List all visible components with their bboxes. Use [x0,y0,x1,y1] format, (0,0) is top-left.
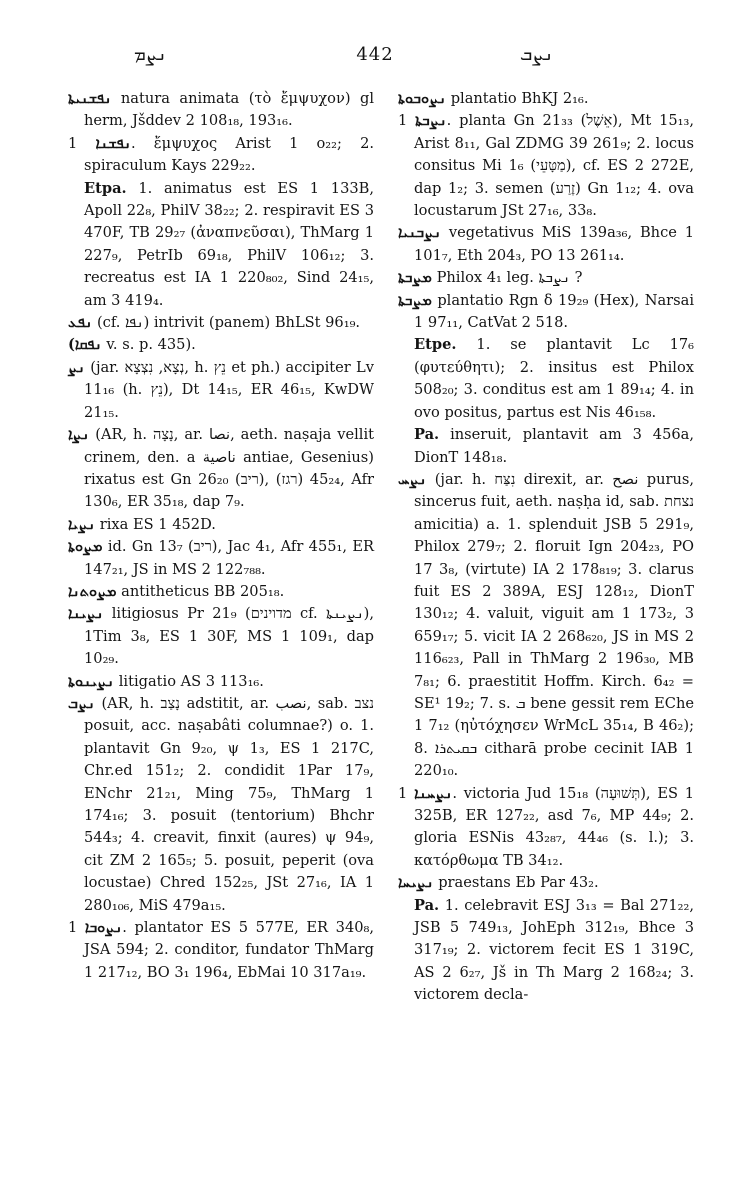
dictionary-entry [398,469,694,783]
definition-text: 1. ἔμψυχος Arist 1 o₂₂; 2. spiraculum Kays 229₂₂. [68,134,374,175]
definition-text: 1. celebravit ESJ 3₁₃ = Bal 271₂₂, JSB 5 749₁₃, JohEph 312₁₉, Bhce 3 317₁₉; 2. victorem fecit ES 1 319C, AS 2 6₂₇, Jš in Th Marg 2 168₂₄; 3. victorem decla- [414,896,694,1004]
dictionary-entry [398,872,694,894]
headword: ܡܨܘܬܐ [68,538,103,556]
dictionary-entry [68,536,374,581]
dictionary-entry [398,110,694,222]
headword: ܡܨܒܬܐ [398,269,432,287]
headword: ܢܦܥ [68,314,93,332]
headword: ܢܨܝܚܐ [398,874,434,892]
headword: ܢܨܝܢܐ [68,605,104,623]
headword: ܢܨܚ [398,470,427,488]
page-header [0,44,750,74]
definition-text: vegetativus MiS 139a₃₆, Bhce 1 101₇, Eth 204₃, PO 13 261₁₄. [414,224,695,264]
dictionary-entry [68,357,374,424]
definition-text: 1. se plantavit Lc 17₆ (φυτεύθητι); 2. insitus est Philox 508₂₀; 3. conditus est am 1 89₁₄; 4. in ovo positus, partus est Nis 46₁₅₈. [414,336,695,421]
dictionary-entry [68,88,374,133]
headword: Pa. [414,896,440,914]
definition-text: litigatio AS 3 113₁₆. [118,672,264,690]
dictionary-entry [68,603,374,670]
definition-text: inseruit, plantavit am 3 456a, DionT 148₁₈. [414,426,695,466]
definition-text: 1. plantator ES 5 577E, ER 340₈, JSA 594; 2. conditor, fundator ThMarg 1 217₁₂, BO 3₁ 196₄, EbMai 10 317a₁₉. [68,919,374,981]
definition-text: rixa ES 1 452D. [99,515,216,533]
dictionary-entry [398,222,694,267]
definition-text: natura animata (τὸ ἔμψυχον) gl herm, Jšddev 2 108₁₈, 193₁₆. [84,90,374,130]
dictionary-entry [398,88,694,110]
definition-text: antitheticus BB 205₁₈. [121,582,285,600]
headword: ܡܨܘܬܢܐ [68,582,117,600]
definition-text: (AR, h. נָצַב adstitit, ar. نصب, sab. נצב posuit, acc. naṣabâti columnae?) o. 1. plantavit Gn 9₂₀, ψ 1₃, ES 1 217C, Chr.ed 151₂; 2. condidit 1Par 17₉, ENchr 21₂₁, Ming 75₉, ThMarg 1 174₁₆; 3. posuit (tentorium) Bhchr 544₃; 4. creavit, finxit (aures) ψ 94₉, cit ZM 2 165₅; 5. posuit, peperit (ova locustae) Chred 152₂₅, JSt 27₁₆, IA 1 280₁₀₆, MiS 479a₁₅. [84,694,374,914]
running-head-right: ܢܨܒ [520,44,554,65]
definition-text: Philox 4₁ leg. ܢܨܒܬܐ ? [436,269,583,287]
headword: ܡܨܒܬܐ [398,291,432,309]
definition-text: 1. animatus est ES 1 133B, Apoll 22₈, PhilV 38₂₂; 2. respiravit ES 3 470F, TB 29₂₇ (ἀναπνεῦσαι), ThMarg 1 227₉, PetrIb 69₁₈, PhilV 106₁₂; 3. recreatus est IA 1 220₈₀₂, Sind 24₁₅, am 3 419₄. [84,179,375,309]
headword: Etpe. [414,336,457,354]
dictionary-entry [68,581,374,603]
headword: ܢܨܚܢܐ [414,784,453,802]
headword: ܢܨܒܢܝܐ [398,224,442,242]
left-column [68,88,374,984]
definition-text: praestans Eb Par 43₂. [438,874,599,892]
right-column [398,88,694,1007]
headword: Pa. [414,426,440,444]
headword: ܢܦܫܢܐ [95,134,131,152]
headword: ܢܦܫܢܝܬܐ [68,90,112,107]
definition-text: litigiosus Pr 21₉ (מדוינים cf. ܢܨܝܢܬܐ), 1Tim 3₈, ES 1 30F, MS 1 109₁, dap 10₂₉. [84,605,374,668]
definition-text: (jar. h. נִצַּח direxit, ar. نصح purus, sincerus fuit, aeth. naṣḥa id, sab. נצחת amicitia) a. 1. splenduit JSB 5 291₉, Philox 279₇; 2. floruit Ign 204₂₃, PO 17 3₈, (virtute) IA 2 178₈₁₉; 3. clarus fuit ES 2 389A, ESJ 128₁₂, DionT 130₁₂; 4. valuit, viguit am 1 173₂, 3 659₁₇; 5. vicit IA 2 268₆₂₀, JS in MS 2 116₆₂₃, Pall in ThMarg 2 196₃₀, MB 7₈₁; 6. praestitit Hoffm. Kirch. 6₄₂ = SE¹ 19₂; 7. s. ܒ bene gessit rem EChe 1 7₁₂ (ηὐτόχησεν WrMcL 35₁₄, B 46₂); 8. ܒܩܝܬܪܐ citharā probe cecinit IAB 1 220₁₀. [414,470,695,780]
definition-text: plantatio BhKJ 2₁₆. [450,90,589,107]
headword: ܢܨܒܬܐ [415,112,447,130]
definition-text: (jar. נְצָא, נִצְצָא, h. נֵץ et ph.) accipiter Lv 11₁₆ (h. נֵץ), Dt 14₁₅, ER 46₁₅, KwDW 21₁₅. [84,358,374,421]
dictionary-subentry [68,178,374,312]
dictionary-entry [68,133,374,178]
definition-text: v. s. p. 435). [106,336,196,354]
headword: ܢܨܝܢܘܬܐ [68,672,115,690]
definition-text: (cf. ܢܦܐ) intrivit (panem) BhLSt 96₁₉. [96,314,361,332]
running-head-left: ܢܨܡ [134,44,167,65]
dictionary-subentry [398,334,694,424]
headword: ܢܨܝܐ [68,515,96,533]
dictionary-entry [398,290,694,335]
dictionary-entry [68,693,374,917]
definition-text: 1. victoria Jud 15₁₈ (תְּשׁוּעָה), ES 1 325B, ER 127₂₂, asd 7₆, MP 44₉; 2. gloria ESNis 43₂₈₇, 44₄₆ (s. l.); 3. κατόρθωμα TB 34₁₂. [398,784,695,869]
headword: (ܢܦܩܐ [68,336,102,354]
headword: ܢܨܐ [68,426,90,444]
dictionary-entry [68,917,374,984]
headword: Etpa. [84,179,127,197]
headword: ܢܨܘܒܐ [84,919,123,937]
definition-text: 1. planta Gn 21₃₃ (אֵשֶׁל), Mt 15₁₃, Arist 8₁₁, Gal ZDMG 39 261₉; 2. locus consitus Mi 1₆ (מַטָּעֵי), cf. ES 2 272E, dap 1₂; 3. semen (זֶרַע) Gn 1₁₂; 4. ova locustarum JSt 27₁₆, 33₈. [398,112,695,220]
dictionary-entry [68,312,374,334]
dictionary-subentry [398,424,694,469]
dictionary-subentry [398,895,694,1007]
headword: ܢܨܒ [68,694,95,712]
dictionary-entry [68,514,374,536]
definition-text: (AR, h. נָצָה, ar. نصا, aeth. naṣaja vellit crinem, den. a ناصية antiae, Gesenius) rixatus est Gn 26₂₀ (ריב), 45₂₄ (רגז), Afr 130₆, ER 35₁₈, dap 7₉. [84,426,374,511]
dictionary-entry [398,783,694,873]
page-number: 442 [356,44,394,65]
definition-text: plantatio Rgn δ 19₂₉ (Hex), Narsai 1 97₁₁, CatVat 2 518. [414,291,695,332]
definition-text: id. Gn 13₇ (ריב), Jac 4₁, Afr 455₁, ER 147₂₁, JS in MS 2 122₇₈₈. [84,538,374,578]
dictionary-entry [68,334,374,356]
dictionary-entry [68,424,374,514]
headword: ܢܨܘܒܘܬܐ [398,90,447,107]
dictionary-entry [398,267,694,289]
headword: ܢܨ [68,358,85,376]
dictionary-entry [68,671,374,693]
